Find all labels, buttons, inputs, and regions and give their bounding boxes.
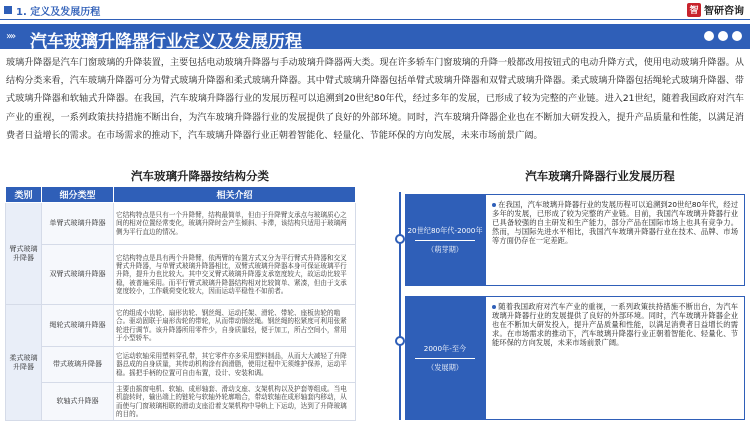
table-header-cell: 相关介绍 [114,187,356,203]
stage-side [405,194,485,286]
table-header-row [6,187,356,203]
stage-side [405,296,485,420]
table-row [6,203,356,245]
double-chevron-icon: »» [6,31,15,42]
type-cell: 软轴式升降器 [42,383,114,421]
brand-name: 智研咨询 [704,6,744,17]
timeline-line [399,192,401,420]
stage-period: 2000年-至今 [423,343,467,353]
dot-icon [718,31,728,41]
desc-cell: 它结构特点是具有两个升降臂，依两臂的布置方式又分为平行臂式升降器和交叉臂式升降器，与单臂式玻璃升降器相比，双臂式玻璃升降器本身可保证玻璃平行升降，提升力也比较大。其中交叉臂式玻璃升降器支承宽度较大，故运动比较平稳，被普遍采用。而平行臂式玻璃升降器结构相对比较简单、紧凑，但由于支承宽度较小，工作载荷变化较大，因而运动平稳性不如前者。 [114,245,356,305]
desc-cell: 它运动软轴采用塑料穿孔带，其它零件亦多采用塑料制品，从而大大减轻了升降器总成的自身质量，其传动机构涂有润滑脂，使用过程中无须维护保养，运动平稳。摇把手柄的位置可自由布置，设计、安装和调。 [114,347,356,383]
top-bar [0,0,750,20]
stage-content [485,194,745,286]
timeline-node-icon [395,234,405,244]
brand [687,2,744,17]
bullet-icon [492,203,496,207]
top-divider [0,19,750,20]
history-stage [405,296,745,420]
stage-period: 20世纪80年代-2000年 [407,225,483,235]
section-tag [4,3,100,17]
page-title: 汽车玻璃升降器行业定义及发展历程 [30,32,302,52]
table-row [6,347,356,383]
section-label: 1. 定义及发展历程 [16,6,101,18]
classification-table [5,186,356,421]
table-row [6,305,356,347]
dot-icon [732,31,742,41]
desc-cell: 主要由摇窗电机、软轴、成形轴套、滑动支座、支架机构以及护套等组成。当电机旋转时，输出端上的链轮与软轴外轮廓啮合，带动软轴在成形轴套内移动，从而使与门窗玻璃相联的滑动支座沿着支架机构中导轨上下运动，达到了升降玻璃的目的。 [114,383,356,421]
table-header-cell: 类别 [6,187,42,203]
timeline-node-icon [395,336,405,346]
history-timeline [405,186,745,420]
stage-name: （萌芽期） [415,240,475,255]
history-title: 汽车玻璃升降器行业发展历程 [525,169,675,183]
bullet-icon [492,305,496,309]
desc-cell: 它的组成小齿轮、扇形齿轮、钢丝绳、运动托架、滑轮、带轮、座板齿轮的啮合。驱动固联于扇形齿轮的带轮，从而带动钢丝绳。钢丝绳的松紧度可利用张紧轮进行调节。该升降器所用零件少，自身质量轻，便于加工，所占空间小，常用于小型轿车。 [114,305,356,347]
intro-paragraph: 玻璃升降器是汽车门窗玻璃的升降装置，主要包括电动玻璃升降器与手动玻璃升降器两大类。现在许多轿车门窗玻璃的升降一般都改用按钮式的电动升降方式，使用电动玻璃升降器。从结构分类来看，汽车玻璃升降器可分为臂式玻璃升降器和柔式玻璃升降器。其中臂式玻璃升降器包括单臂式玻璃升降器和双臂式玻璃升降器。柔式玻璃升降器包括绳轮式玻璃升降器、带式玻璃升降器和软轴式升降器。在我国，汽车玻璃升降器行业的发展历程可以追溯到20世纪80年代，经过多年的发展，已形成了较为完整的产业链。进入21世纪，随着我国政府对汽车产业的重视，一系列政策扶持措施不断出台，为汽车玻璃升降器行业的发展提供了良好的外部环境。同时，汽车玻璃升降器企业也在不断加大研发投入，提升产品质量和性能，以满足消费者日益增长的需求。在市场需求的推动下，汽车玻璃升降器行业正朝着智能化、轻量化、节能环保的方向发展，未来市场前景广阔。 [6,58,744,141]
stage-content [485,296,745,420]
type-cell: 双臂式玻璃升降器 [42,245,114,305]
table-header-cell: 细分类型 [42,187,114,203]
stage-name: （发展期） [415,358,475,373]
type-cell: 单臂式玻璃升降器 [42,203,114,245]
stage-text: 在我国，汽车玻璃升降器行业的发展历程可以追溯到20世纪80年代，经过多年的发展，已形成了较为完整的产业链。目前，我国汽车玻璃升降器行业已具备较强的自主研发和生产能力，部分产品在国际市场上也具有竞争力。然而，与国际先进水平相比，我国汽车玻璃升降器行业在技术、品牌、市场等方面仍存在一定差距。 [492,200,738,246]
table-row [6,245,356,305]
type-cell: 带式玻璃升降器 [42,347,114,383]
category-cell: 柔式玻璃升降器 [6,305,42,421]
type-cell: 绳轮式玻璃升降器 [42,305,114,347]
category-cell: 臂式玻璃升降器 [6,203,42,305]
title-banner [0,24,750,52]
history-stage [405,194,745,286]
classification-table-title: 汽车玻璃升降器按结构分类 [131,169,269,183]
section-bullet-icon [4,6,12,14]
brand-logo-icon: 智 [687,3,701,17]
desc-cell: 它结构特点是只有一个升降臂，结构最简单，但由于升降臂支承点与玻璃质心之间的相对位置经常变化，玻璃升降时会产生倾斜、卡滞，该结构只适用于玻璃两侧为平行直边的情况。 [114,203,356,245]
dot-icon [704,31,714,41]
banner-dots [704,31,742,41]
table-row [6,383,356,421]
stage-text: 随着我国政府对汽车产业的重视，一系列政策扶持措施不断出台，为汽车玻璃升降器行业的发展提供了良好的外部环境。同时，汽车玻璃升降器企业也在不断加大研发投入，提升产品质量和性能，以满足消费者日益增长的需求。在市场需求的推动下，汽车玻璃升降器行业正朝着智能化、轻量化、节能环保的方向发展，未来市场前景广阔。 [492,302,738,348]
